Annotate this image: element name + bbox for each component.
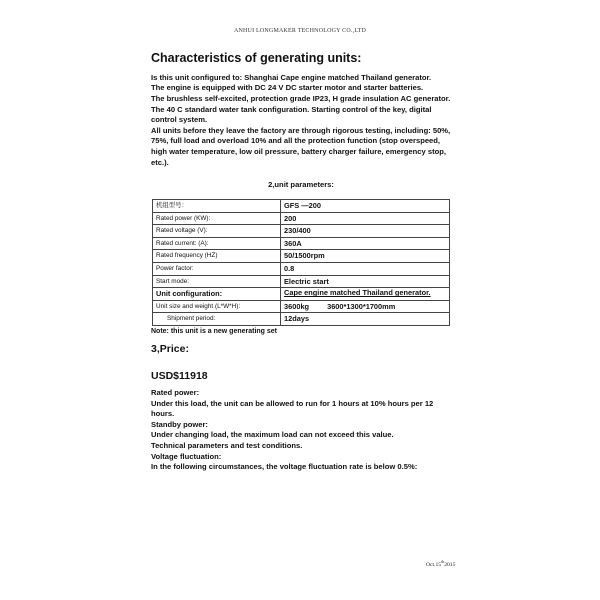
param-value: GFS —200 bbox=[281, 200, 450, 213]
param-label: Unit configuration: bbox=[153, 288, 281, 301]
table-note: Note: this unit is a new generating set bbox=[151, 328, 278, 336]
price-value: USD$11918 bbox=[151, 370, 208, 383]
price-paragraph: In the following circumstances, the voltage fluctuation rate is below 0.5%: bbox=[151, 462, 418, 472]
characteristics-paragraph: All units before they leave the factory are through rigorous testing, including: 50%, 75%, full load and overload 10% and all the protection function (stop overspeed, high water temperature, low oil pressure, battery charger failure, emergency stop, etc.). bbox=[151, 125, 451, 167]
table-row bbox=[153, 263, 450, 276]
price-notes bbox=[151, 388, 451, 473]
date-suffix: th bbox=[441, 559, 445, 564]
characteristics-paragraph: The brushless self-excited, protection grade IP23, H grade insulation AC generator. bbox=[151, 93, 451, 103]
table-row bbox=[153, 288, 450, 301]
param-value: 230/400 bbox=[281, 225, 450, 238]
table-row bbox=[153, 300, 450, 313]
company-header: ANHUI LONGMAKER TECHNOLOGY CO.,LTD bbox=[233, 28, 367, 34]
date-year: 2015 bbox=[444, 561, 456, 568]
table-row bbox=[153, 212, 450, 225]
param-label: Rated current: (A): bbox=[153, 237, 281, 250]
param-label: Rated voltage (V): bbox=[153, 225, 281, 238]
param-label: Rated power (KW): bbox=[153, 212, 281, 225]
param-label: Shipment period: bbox=[153, 313, 281, 326]
price-paragraph: Under changing load, the maximum load can not exceed this value. bbox=[151, 430, 394, 440]
param-label: Unit size and weight (L*W*H): bbox=[153, 300, 281, 313]
param-label: 机组型号： bbox=[153, 200, 281, 213]
unit-parameters-heading: 2,unit parameters: bbox=[268, 180, 334, 190]
price-paragraph: Standby power: bbox=[151, 419, 208, 429]
characteristics-paragraph: Is this unit configured to: Shanghai Cape engine matched Thailand generator. bbox=[151, 72, 432, 82]
param-value: 12days bbox=[281, 313, 450, 326]
characteristics-text bbox=[151, 73, 451, 168]
price-paragraph: Voltage fluctuation: bbox=[151, 451, 222, 461]
table-row bbox=[153, 225, 450, 238]
table-row bbox=[153, 237, 450, 250]
param-value: Cape engine matched Thailand generator. bbox=[281, 288, 450, 301]
param-value: 360A bbox=[281, 237, 450, 250]
price-paragraph: Technical parameters and test conditions. bbox=[151, 441, 303, 450]
document-date bbox=[426, 559, 455, 568]
unit-parameters-table bbox=[152, 199, 450, 326]
param-value bbox=[281, 300, 450, 313]
price-paragraph: Under this load, the unit can be allowed to run for 1 hours at 10% hours per 12 hours. bbox=[151, 398, 434, 419]
document-body bbox=[151, 52, 451, 473]
price-paragraph: Rated power: bbox=[151, 388, 200, 398]
date-month-day: Oct.15 bbox=[426, 561, 442, 568]
characteristics-paragraph: The 40 C standard water tank configuration. Starting control of the key, digital control system. bbox=[151, 104, 432, 125]
price-heading: 3,Price: bbox=[151, 343, 189, 356]
table-row bbox=[153, 250, 450, 263]
param-label: Rated frequency (HZ) bbox=[153, 250, 281, 263]
table-row bbox=[153, 275, 450, 288]
characteristics-heading: Characteristics of generating units: bbox=[151, 51, 362, 65]
param-label: Power factor: bbox=[153, 263, 281, 276]
table-row bbox=[153, 313, 450, 326]
characteristics-paragraph: The engine is equipped with DC 24 V DC starter motor and starter batteries. bbox=[151, 83, 424, 93]
param-value: 50/1500rpm bbox=[281, 250, 450, 263]
unit-weight: 3600kg bbox=[284, 301, 310, 311]
table-row bbox=[153, 200, 450, 213]
param-value: 0.8 bbox=[281, 263, 450, 276]
unit-dimensions: 3600*1300*1700mm bbox=[327, 301, 396, 311]
param-label: Start mode: bbox=[153, 275, 281, 288]
param-value: 200 bbox=[281, 212, 450, 225]
param-value: Electric start bbox=[281, 275, 450, 288]
